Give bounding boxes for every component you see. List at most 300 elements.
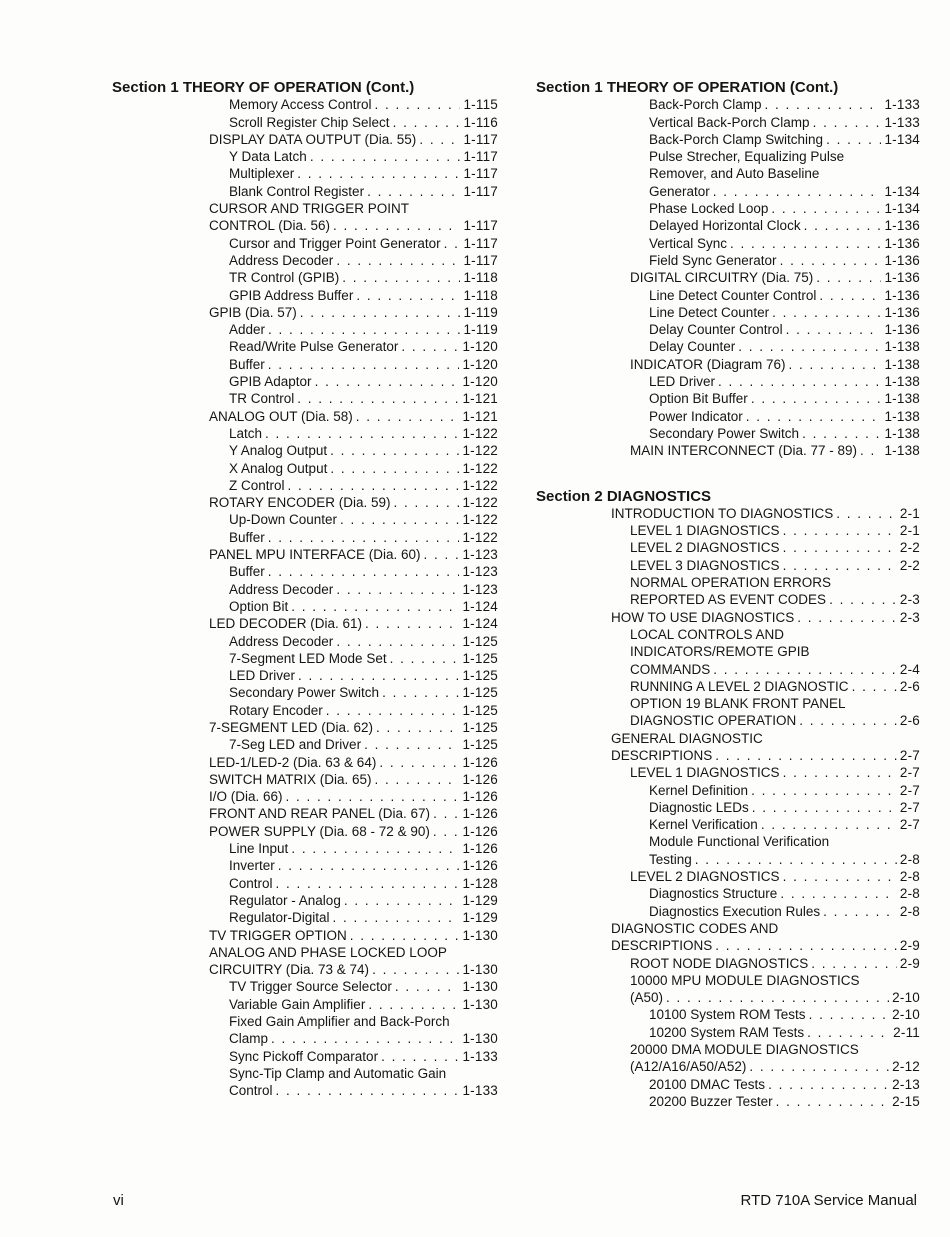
toc-entry xyxy=(112,1013,498,1030)
toc-entry xyxy=(536,1006,920,1023)
dot-leader xyxy=(364,736,459,753)
toc-entry xyxy=(536,539,920,556)
toc-entry xyxy=(112,390,498,407)
dot-leader xyxy=(368,996,459,1013)
dot-leader xyxy=(836,505,897,522)
toc-entry xyxy=(112,598,498,615)
toc-entry xyxy=(112,217,498,234)
dot-leader xyxy=(333,217,460,234)
toc-entry xyxy=(112,581,498,598)
toc-entry xyxy=(536,937,920,954)
dot-leader xyxy=(278,857,460,874)
toc-entry xyxy=(536,522,920,539)
toc-entry-title: Option Bit xyxy=(229,598,289,614)
toc-page-number: 2-9 xyxy=(899,955,920,971)
toc-page-number: 1-123 xyxy=(462,564,498,580)
dot-leader xyxy=(395,978,460,995)
toc-page-number: 1-117 xyxy=(463,183,498,199)
dot-leader xyxy=(789,356,882,373)
toc-page-number: 1-124 xyxy=(462,598,498,614)
toc-entry-title: RUNNING A LEVEL 2 DIAGNOSTIC xyxy=(630,678,849,694)
toc-page-number: 2-10 xyxy=(892,990,920,1006)
toc-page-number: 2-7 xyxy=(899,765,920,781)
toc-page-number: 1-126 xyxy=(462,771,498,787)
toc-entry-title: PANEL MPU INTERFACE (Dia. 60) xyxy=(209,547,421,563)
toc-entry xyxy=(112,1082,498,1099)
toc-entry-title: TR Control xyxy=(229,391,295,407)
toc-entry-title: Variable Gain Amplifier xyxy=(229,996,366,1012)
toc-entry-title: Z Control xyxy=(229,477,285,493)
toc-page-number: 1-125 xyxy=(462,633,498,649)
toc-page-number: 2-13 xyxy=(892,1076,920,1092)
toc-page-number: 1-138 xyxy=(884,391,920,407)
toc-page-number: 2-8 xyxy=(899,869,920,885)
toc-entry xyxy=(536,287,920,304)
toc-entry xyxy=(112,944,498,961)
toc-page-number: 1-126 xyxy=(462,823,498,839)
toc-entry-title: DISPLAY DATA OUTPUT (Dia. 55) xyxy=(209,131,417,147)
dot-leader xyxy=(340,511,459,528)
toc-entry-title: MAIN INTERCONNECT (Dia. 77 - 89) xyxy=(630,443,858,459)
toc-page-number: 1-120 xyxy=(462,356,498,372)
toc-page-number: 1-129 xyxy=(462,910,498,926)
toc-entry-title: LED Driver xyxy=(229,668,296,684)
toc-entry-title: HOW TO USE DIAGNOSTICS xyxy=(611,609,795,625)
dot-leader xyxy=(433,823,460,840)
toc-entry xyxy=(112,546,498,563)
toc-entry xyxy=(536,903,920,920)
toc-page-number: 2-7 xyxy=(899,747,920,763)
toc-entry-list xyxy=(536,505,920,1110)
toc-entry-title: Y Analog Output xyxy=(229,443,328,459)
dot-leader xyxy=(804,217,882,234)
toc-entry xyxy=(536,730,920,747)
toc-entry xyxy=(112,996,498,1013)
toc-entry xyxy=(536,609,920,626)
toc-entry-title: 7-Segment LED Mode Set xyxy=(229,650,387,666)
toc-page-number: 1-118 xyxy=(463,287,498,303)
toc-entry-title: INTRODUCTION TO DIAGNOSTICS xyxy=(611,505,834,521)
toc-entry-title: LEVEL 1 DIAGNOSTICS xyxy=(630,523,780,539)
toc-entry xyxy=(112,1065,498,1082)
toc-page-number: 1-117 xyxy=(463,218,498,234)
toc-entry-title: Kernel Definition xyxy=(649,782,749,798)
toc-entry-list xyxy=(536,96,920,459)
toc-entry-title: Buffer xyxy=(229,356,265,372)
dot-leader xyxy=(350,927,460,944)
toc-page-number: 1-125 xyxy=(462,737,498,753)
toc-page-number: 1-123 xyxy=(462,547,498,563)
dot-leader xyxy=(860,442,881,459)
dot-leader xyxy=(356,287,460,304)
toc-entry xyxy=(112,754,498,771)
toc-entry-title: LED-1/LED-2 (Dia. 63 & 64) xyxy=(209,754,377,770)
dot-leader xyxy=(298,667,459,684)
toc-page-number: 2-9 xyxy=(899,938,920,954)
dot-leader xyxy=(783,764,897,781)
dot-leader xyxy=(271,1030,459,1047)
toc-entry-title: OPTION 19 BLANK FRONT PANEL xyxy=(630,696,846,712)
toc-entry-title: Power Indicator xyxy=(649,408,743,424)
toc-entry xyxy=(112,131,498,148)
toc-entry xyxy=(536,557,920,574)
dot-leader xyxy=(829,591,897,608)
dot-leader xyxy=(356,408,460,425)
toc-entry-title: Address Decoder xyxy=(229,252,334,268)
dot-leader xyxy=(276,1082,460,1099)
toc-entry-title: Scroll Register Chip Select xyxy=(229,114,390,130)
toc-page-number: 2-6 xyxy=(899,678,920,694)
toc-entry-title: Line Detect Counter Control xyxy=(649,287,817,303)
toc-entry xyxy=(536,799,920,816)
dot-leader xyxy=(807,1024,890,1041)
toc-entry xyxy=(536,661,920,678)
toc-entry xyxy=(536,816,920,833)
toc-entry xyxy=(112,736,498,753)
toc-entry xyxy=(112,633,498,650)
toc-entry xyxy=(112,165,498,182)
toc-entry-title: CURSOR AND TRIGGER POINT xyxy=(209,201,410,217)
dot-leader xyxy=(326,702,460,719)
toc-entry xyxy=(536,338,920,355)
toc-entry-list xyxy=(112,96,498,1099)
toc-page-number: 1-130 xyxy=(462,1031,498,1047)
toc-entry xyxy=(112,235,498,252)
toc-entry-title: Sync-Tip Clamp and Automatic Gain xyxy=(229,1065,447,1081)
toc-entry-title: Fixed Gain Amplifier and Back-Porch xyxy=(229,1014,450,1030)
toc-page-number: 1-130 xyxy=(462,962,498,978)
toc-entry xyxy=(536,408,920,425)
toc-entry-title: LEVEL 2 DIAGNOSTICS xyxy=(630,869,780,885)
toc-page-number: 1-122 xyxy=(462,512,498,528)
toc-entry xyxy=(536,442,920,459)
toc-page-number: 2-6 xyxy=(899,713,920,729)
dot-leader xyxy=(783,868,897,885)
toc-entry-title: 10100 System ROM Tests xyxy=(649,1007,806,1023)
toc-entry xyxy=(536,591,920,608)
dot-leader xyxy=(751,390,882,407)
dot-leader xyxy=(330,442,459,459)
toc-entry xyxy=(536,626,920,643)
toc-entry-title: REPORTED AS EVENT CODES xyxy=(630,592,827,608)
toc-entry-title: DESCRIPTIONS xyxy=(611,938,713,954)
toc-page-number: 1-126 xyxy=(462,806,498,822)
toc-entry-title: TR Control (GPIB) xyxy=(229,270,340,286)
toc-page-number: 1-126 xyxy=(462,789,498,805)
dot-leader xyxy=(365,615,459,632)
dot-leader xyxy=(330,460,459,477)
toc-page-number: 1-138 xyxy=(884,425,920,441)
dot-leader xyxy=(372,961,459,978)
toc-entry-title: Memory Access Control xyxy=(229,97,372,113)
toc-page-number: 2-15 xyxy=(892,1093,920,1109)
dot-leader xyxy=(315,373,460,390)
dot-leader xyxy=(333,909,460,926)
toc-entry-title: 20000 DMA MODULE DIAGNOSTICS xyxy=(630,1042,859,1058)
toc-entry xyxy=(112,805,498,822)
toc-entry xyxy=(112,1030,498,1047)
toc-entry-title: DIAGNOSTIC OPERATION xyxy=(630,713,797,729)
toc-page-number: 2-2 xyxy=(899,540,920,556)
dot-leader xyxy=(823,903,897,920)
toc-entry-title: Read/Write Pulse Generator xyxy=(229,339,399,355)
toc-page-number: 1-117 xyxy=(463,149,498,165)
toc-entry xyxy=(112,892,498,909)
toc-page-number: 1-125 xyxy=(462,719,498,735)
dot-leader xyxy=(780,252,882,269)
toc-entry-title: TV Trigger Source Selector xyxy=(229,979,392,995)
dot-leader xyxy=(268,356,460,373)
dot-leader xyxy=(393,114,461,131)
dot-leader xyxy=(367,183,460,200)
toc-entry-title: GPIB Adaptor xyxy=(229,374,312,390)
toc-entry-title: Diagnostics Structure xyxy=(649,886,778,902)
toc-entry xyxy=(112,114,498,131)
toc-entry xyxy=(112,875,498,892)
dot-leader xyxy=(291,598,459,615)
toc-entry-title: LEVEL 2 DIAGNOSTICS xyxy=(630,540,780,556)
toc-entry xyxy=(112,615,498,632)
dot-leader xyxy=(288,477,460,494)
toc-entry xyxy=(112,857,498,874)
toc-entry-title: (A50) xyxy=(630,990,664,1006)
toc-page-number: 1-136 xyxy=(884,304,920,320)
toc-entry-title: INDICATORS/REMOTE GPIB xyxy=(630,644,810,660)
dot-leader xyxy=(375,96,461,113)
toc-page-number: 2-7 xyxy=(899,817,920,833)
toc-entry xyxy=(112,511,498,528)
toc-entry-title: Vertical Back-Porch Clamp xyxy=(649,114,810,130)
toc-page-number: 1-117 xyxy=(463,131,498,147)
toc-entry-title: GENERAL DIAGNOSTIC xyxy=(611,730,763,746)
toc-page-number: 1-119 xyxy=(463,304,498,320)
toc-entry-title: INDICATOR (Diagram 76) xyxy=(630,356,786,372)
dot-leader xyxy=(390,650,460,667)
toc-entry xyxy=(536,851,920,868)
toc-entry-title: GPIB Address Buffer xyxy=(229,287,354,303)
dot-leader xyxy=(751,782,897,799)
toc-page-number: 1-130 xyxy=(462,996,498,1012)
toc-entry xyxy=(536,1058,920,1075)
toc-entry-title: 7-SEGMENT LED (Dia. 62) xyxy=(209,719,374,735)
toc-entry xyxy=(536,114,920,131)
toc-page-number: 2-10 xyxy=(892,1007,920,1023)
toc-page-number: 1-122 xyxy=(462,460,498,476)
dot-leader xyxy=(268,563,460,580)
dot-leader xyxy=(761,816,897,833)
toc-entry-title: GPIB (Dia. 57) xyxy=(209,304,297,320)
toc-entry-title: Blank Control Register xyxy=(229,183,365,199)
dot-leader xyxy=(401,338,459,355)
toc-entry xyxy=(112,96,498,113)
dot-leader xyxy=(433,805,459,822)
dot-leader xyxy=(813,114,882,131)
toc-entry xyxy=(112,460,498,477)
toc-page-number: 1-126 xyxy=(462,858,498,874)
dot-leader xyxy=(802,425,881,442)
toc-entry xyxy=(112,373,498,390)
dot-leader xyxy=(718,373,881,390)
toc-entry xyxy=(536,200,920,217)
toc-page-number: 1-134 xyxy=(884,201,920,217)
toc-entry-title: Delay Counter xyxy=(649,339,736,355)
toc-entry xyxy=(536,183,920,200)
toc-entry xyxy=(536,165,920,182)
toc-entry xyxy=(536,252,920,269)
toc-entry-title: Up-Down Counter xyxy=(229,512,338,528)
toc-entry-title: Clamp xyxy=(229,1031,269,1047)
toc-entry xyxy=(536,868,920,885)
toc-entry-title: FRONT AND REAR PANEL (Dia. 67) xyxy=(209,806,431,822)
toc-entry-title: 10000 MPU MODULE DIAGNOSTICS xyxy=(630,972,860,988)
toc-entry-title: CONTROL (Dia. 56) xyxy=(209,218,331,234)
toc-entry-title: ROOT NODE DIAGNOSTICS xyxy=(630,955,809,971)
dot-leader xyxy=(297,165,460,182)
section-title: Section 1 THEORY OF OPERATION (Cont.) xyxy=(112,79,415,96)
toc-page-number: 1-120 xyxy=(462,374,498,390)
toc-entry-title: LED Driver xyxy=(649,374,716,390)
toc-page-number: 1-133 xyxy=(462,1048,498,1064)
toc-page-number: 1-126 xyxy=(462,841,498,857)
toc-entry-title: LEVEL 3 DIAGNOSTICS xyxy=(630,557,780,573)
dot-leader xyxy=(265,425,459,442)
toc-entry-title: Option Bit Buffer xyxy=(649,391,748,407)
toc-page-number: 1-121 xyxy=(462,391,498,407)
toc-page-number: 1-123 xyxy=(462,581,498,597)
toc-entry-title: 7-Seg LED and Driver xyxy=(229,737,362,753)
dot-leader xyxy=(786,321,882,338)
toc-page-number: 2-8 xyxy=(899,886,920,902)
toc-entry-title: Line Input xyxy=(229,841,289,857)
dot-leader xyxy=(826,131,881,148)
toc-entry xyxy=(112,684,498,701)
toc-entry xyxy=(536,955,920,972)
toc-entry xyxy=(112,252,498,269)
toc-page-number: 1-117 xyxy=(463,235,498,251)
dot-leader xyxy=(809,1006,890,1023)
section-title: Section 2 DIAGNOSTICS xyxy=(536,487,712,505)
toc-page-number: 1-121 xyxy=(462,408,498,424)
toc-entry xyxy=(536,1093,920,1110)
dot-leader xyxy=(291,840,459,857)
dot-leader xyxy=(715,937,897,954)
toc-entry-title: ROTARY ENCODER (Dia. 59) xyxy=(209,495,391,511)
toc-entry-title: (A12/A16/A50/A52) xyxy=(630,1059,747,1075)
toc-entry xyxy=(112,148,498,165)
dot-leader xyxy=(268,321,460,338)
toc-entry xyxy=(536,678,920,695)
toc-entry xyxy=(536,1076,920,1093)
toc-page-number: 1-134 xyxy=(884,131,920,147)
toc-page-number: 1-122 xyxy=(462,477,498,493)
toc-entry xyxy=(112,304,498,321)
toc-entry xyxy=(536,304,920,321)
toc-entry-title: Remover, and Auto Baseline xyxy=(649,166,820,182)
dot-leader xyxy=(376,719,459,736)
toc-entry xyxy=(536,390,920,407)
toc-page-number: 1-133 xyxy=(462,1083,498,1099)
toc-entry xyxy=(112,183,498,200)
dot-leader xyxy=(746,408,882,425)
toc-entry-title: Back-Porch Clamp xyxy=(649,97,762,113)
dot-leader xyxy=(424,546,460,563)
toc-page-number: 1-125 xyxy=(462,668,498,684)
toc-page-number: 1-128 xyxy=(462,875,498,891)
toc-page-number: 2-1 xyxy=(899,505,920,521)
dot-leader xyxy=(776,1093,890,1110)
toc-page-number: 1-126 xyxy=(462,754,498,770)
toc-entry xyxy=(536,989,920,1006)
toc-entry xyxy=(112,200,498,217)
toc-entry xyxy=(112,356,498,373)
dot-leader xyxy=(752,799,897,816)
toc-entry-title: NORMAL OPERATION ERRORS xyxy=(630,575,832,591)
toc-entry xyxy=(536,235,920,252)
toc-entry-title: 20100 DMAC Tests xyxy=(649,1076,766,1092)
toc-entry-title: Generator xyxy=(649,183,710,199)
toc-entry-title: Delay Counter Control xyxy=(649,322,783,338)
dot-leader xyxy=(852,678,897,695)
dot-leader xyxy=(772,304,881,321)
toc-entry-title: Kernel Verification xyxy=(649,817,758,833)
toc-entry xyxy=(112,788,498,805)
toc-entry xyxy=(112,321,498,338)
toc-entry-title: Pulse Strecher, Equalizing Pulse xyxy=(649,149,845,165)
toc-page-number: 1-134 xyxy=(884,183,920,199)
toc-page-number: 2-7 xyxy=(899,782,920,798)
dot-leader xyxy=(730,235,881,252)
dot-leader xyxy=(783,557,897,574)
toc-entry xyxy=(112,909,498,926)
toc-entry-title: POWER SUPPLY (Dia. 68 - 72 & 90) xyxy=(209,823,430,839)
dot-leader xyxy=(286,788,460,805)
toc-entry-title: Buffer xyxy=(229,529,265,545)
toc-entry xyxy=(536,1041,920,1058)
dot-leader xyxy=(336,581,459,598)
toc-entry-title: CIRCUITRY (Dia. 73 & 74) xyxy=(209,962,370,978)
toc-entry xyxy=(536,695,920,712)
page-number: vi xyxy=(113,1192,124,1209)
toc-page-number: 1-136 xyxy=(884,218,920,234)
toc-entry xyxy=(536,764,920,781)
toc-entry-title: Phase Locked Loop xyxy=(649,201,769,217)
toc-page-number: 2-12 xyxy=(892,1059,920,1075)
toc-entry xyxy=(112,978,498,995)
toc-entry xyxy=(536,505,920,522)
toc-entry-title: Address Decoder xyxy=(229,581,334,597)
toc-page-number: 2-8 xyxy=(899,851,920,867)
dot-leader xyxy=(749,1058,889,1075)
toc-entry-title: I/O (Dia. 66) xyxy=(209,789,283,805)
dot-leader xyxy=(666,989,889,1006)
toc-page-number: 1-125 xyxy=(462,650,498,666)
toc-entry-title: LEVEL 1 DIAGNOSTICS xyxy=(630,765,780,781)
toc-page-number: 1-129 xyxy=(462,892,498,908)
toc-entry-title: 10200 System RAM Tests xyxy=(649,1024,805,1040)
toc-entry xyxy=(536,269,920,286)
toc-entry xyxy=(112,702,498,719)
toc-entry-title: DIAGNOSTIC CODES AND xyxy=(611,920,779,936)
toc-page-number: 1-115 xyxy=(463,97,498,113)
toc-entry xyxy=(536,321,920,338)
toc-entry-title: Diagnostic LEDs xyxy=(649,799,749,815)
dot-leader xyxy=(268,529,460,546)
dot-leader xyxy=(336,633,459,650)
toc-entry xyxy=(112,494,498,511)
toc-page-number: 1-119 xyxy=(463,322,498,338)
toc-page-number: 2-2 xyxy=(899,557,920,573)
toc-entry-title: Regulator - Analog xyxy=(229,892,341,908)
